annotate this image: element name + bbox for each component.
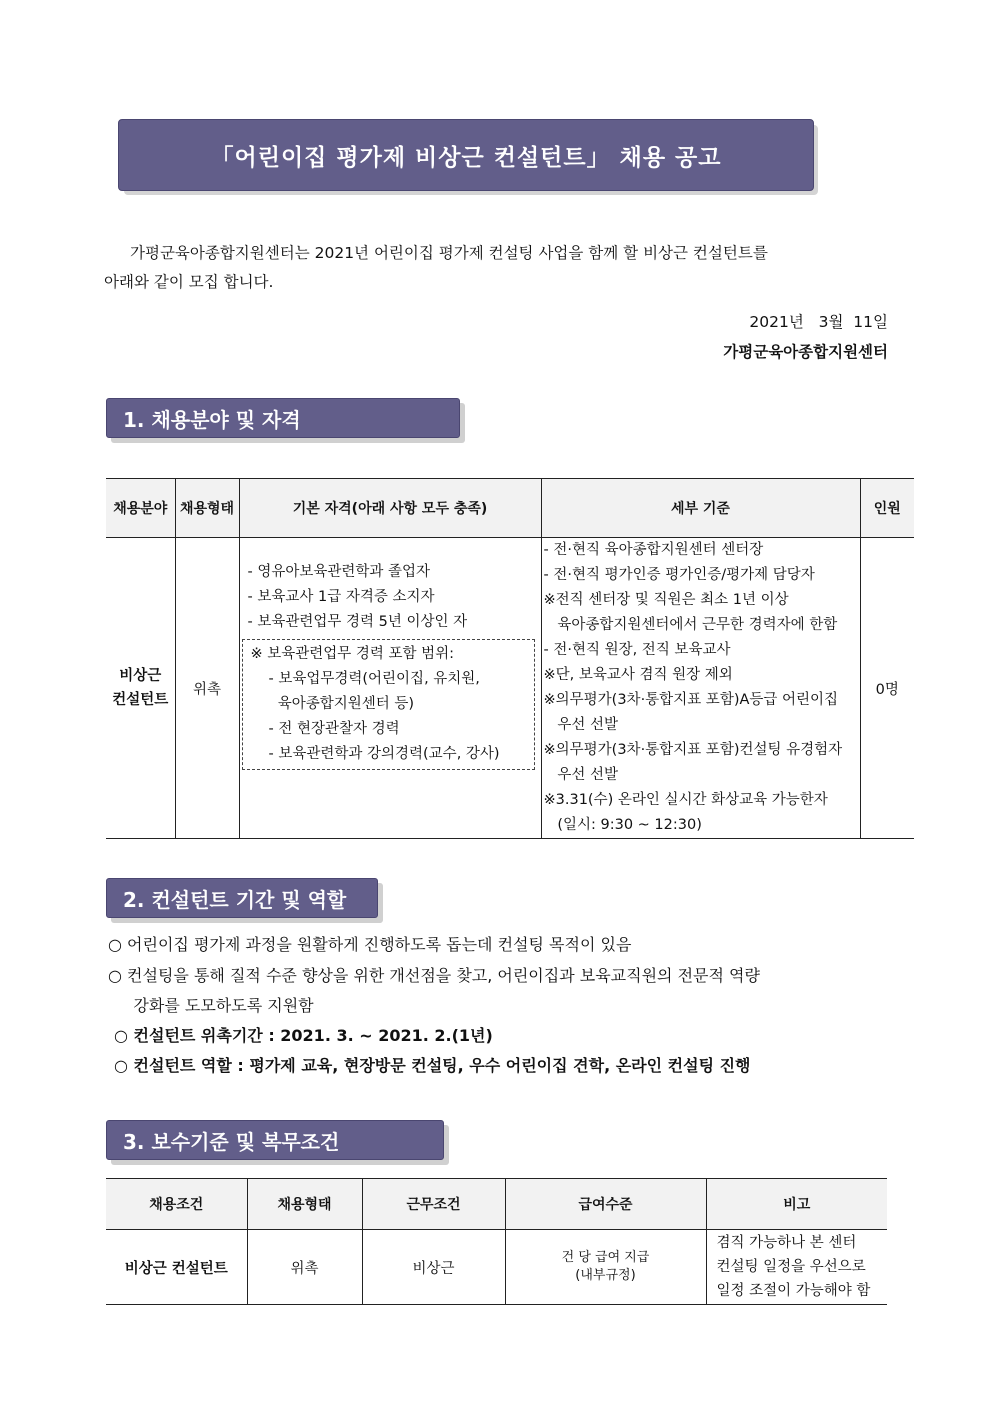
detail-item: - 전·현직 원장, 전직 보육교사 — [543, 642, 731, 658]
cell-note — [706, 1230, 887, 1305]
cell-type: 위촉 — [175, 538, 239, 839]
announcement-date: 2021년 3월 11일 — [749, 313, 888, 331]
header-note: 비고 — [706, 1179, 887, 1230]
detail-item: 육아종합지원센터에서 근무한 경력자에 한함 — [543, 617, 838, 633]
scope-item: 육아종합지원센터 등) — [268, 696, 415, 712]
detail-item: ※3.31(수) 온라인 실시간 화상교육 가능한자 — [543, 792, 828, 808]
note-line-3: 일정 조절이 가능해야 함 — [716, 1283, 871, 1299]
header-condition: 채용조건 — [106, 1179, 247, 1230]
detail-item: ※전직 센터장 및 직원은 최소 1년 이상 — [543, 592, 789, 608]
pay-line-1: 건 당 급여 지급 — [561, 1250, 650, 1265]
detail-item: - 전·현직 육아종합지원센터 센터장 — [543, 542, 764, 558]
detail-item: (일시: 9:30 ~ 12:30) — [543, 817, 702, 833]
qualification-table — [106, 478, 914, 839]
detail-item: ※단, 보육교사 겸직 원장 제외 — [543, 667, 733, 683]
table-row — [106, 538, 914, 839]
intro-line-2: 아래와 같이 모집 합니다. — [104, 273, 274, 291]
experience-scope-box — [242, 639, 535, 770]
title-banner — [118, 119, 814, 191]
compensation-table — [106, 1178, 887, 1305]
header-type: 채용형태 — [247, 1179, 362, 1230]
header-detail: 세부 기준 — [541, 479, 860, 538]
scope-item: - 보육관련학과 강의경력(교수, 강사) — [268, 746, 500, 762]
cell-work: 비상근 — [362, 1230, 505, 1305]
role-bullet: ○ 컨설팅을 통해 질적 수준 향상을 위한 개선점을 찾고, 어린이집과 보육교직원의 전문적 역량 — [108, 966, 760, 985]
basic-item: - 보육관련업무 경력 5년 이상인 자 — [247, 614, 468, 630]
basic-item: - 보육교사 1급 자격증 소지자 — [247, 589, 435, 605]
consultant-role: ○ 컨설턴트 역할 : 평가제 교육, 현장방문 컨설팅, 우수 어린이집 견학, 온라인 컨설팅 진행 — [114, 1056, 751, 1075]
scope-item: - 전 현장관찰자 경력 — [268, 721, 400, 737]
cell-type: 위촉 — [247, 1230, 362, 1305]
detail-item: - 전·현직 평가인증 평가인증/평가제 담당자 — [543, 567, 815, 583]
cell-condition: 비상근 컨설턴트 — [106, 1230, 247, 1305]
note-line-1: 겸직 가능하나 본 센터 — [716, 1235, 857, 1251]
detail-item: 우선 선발 — [543, 717, 618, 733]
cell-field — [106, 538, 175, 839]
header-work: 근무조건 — [362, 1179, 505, 1230]
cell-basic — [239, 538, 541, 839]
field-line-2: 컨설턴트 — [112, 692, 169, 708]
detail-item: ※의무평가(3차·통합지표 포함)A등급 어린이집 — [543, 692, 839, 708]
section1-heading-text: 1. 채용분야 및 자격 — [106, 398, 460, 438]
contract-period: ○ 컨설턴트 위촉기간 : 2021. 3. ~ 2021. 2.(1년) — [114, 1026, 493, 1045]
cell-pay — [505, 1230, 706, 1305]
intro-line-1: 가평군육아종합지원센터는 2021년 어린이집 평가제 컨설팅 사업을 함께 할 비상근 컨설턴트를 — [130, 244, 768, 262]
scope-title: ※ 보육관련업무 경력 포함 범위: — [250, 646, 455, 662]
organization-name: 가평군육아종합지원센터 — [723, 343, 888, 361]
page-title: 「어린이집 평가제 비상근 컨설턴트」 채용 공고 — [118, 119, 814, 191]
detail-item: ※의무평가(3차·통합지표 포함)컨설팅 유경험자 — [543, 742, 843, 758]
field-line-1: 비상근 — [119, 668, 162, 684]
table-row — [106, 1230, 887, 1305]
header-basic: 기본 자격(아래 사항 모두 충족) — [239, 479, 541, 538]
cell-detail — [541, 538, 860, 839]
scope-item: - 보육업무경력(어린이집, 유치원, — [268, 671, 480, 687]
header-count: 인원 — [860, 479, 914, 538]
role-bullet: ○ 어린이집 평가제 과정을 원활하게 진행하도록 돕는데 컨설팅 목적이 있음 — [108, 935, 632, 954]
table-header-row — [106, 479, 914, 538]
cell-count: 0명 — [860, 538, 914, 839]
role-bullet-cont: 강화를 도모하도록 지원함 — [108, 996, 314, 1015]
table-header-row — [106, 1179, 887, 1230]
section2-heading-text: 2. 컨설턴트 기간 및 역할 — [106, 878, 378, 918]
basic-item: - 영유아보육관련학과 졸업자 — [247, 564, 431, 580]
header-pay: 급여수준 — [505, 1179, 706, 1230]
detail-item: 우선 선발 — [543, 767, 618, 783]
header-field: 채용분야 — [106, 479, 175, 538]
pay-line-2: (내부규정) — [575, 1268, 636, 1283]
note-line-2: 컨설팅 일정을 우선으로 — [716, 1259, 866, 1275]
section3-heading-text: 3. 보수기준 및 복무조건 — [106, 1120, 444, 1160]
header-type: 채용형태 — [175, 479, 239, 538]
